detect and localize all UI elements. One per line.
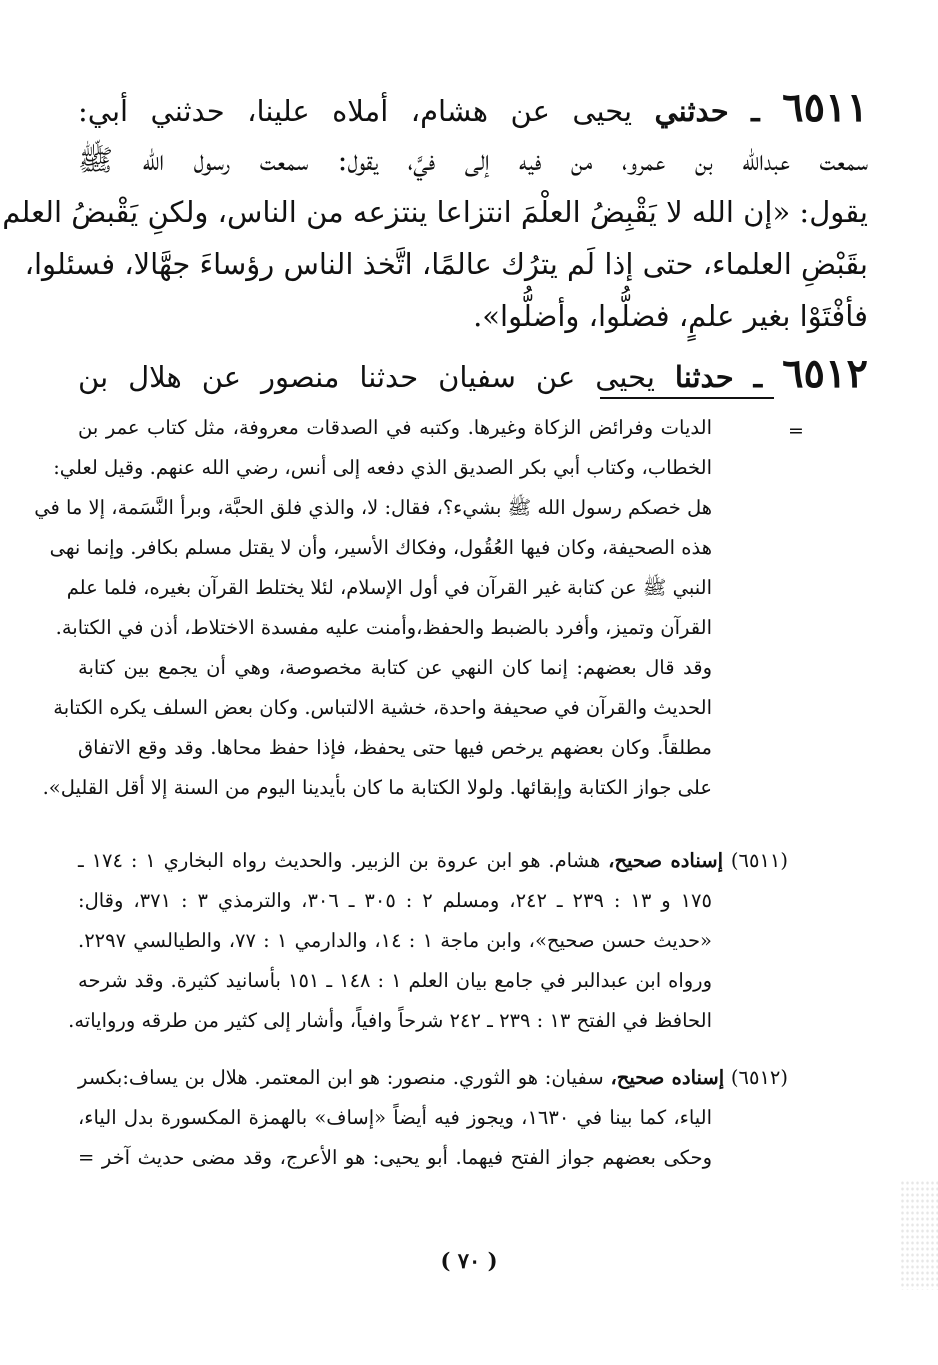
note-line: الديات وفرائض الزكاة وغيرها. وكتبه في الصدقات معروفة، مثل كتاب عمر بن: [78, 416, 712, 439]
continuation-mark: =: [788, 420, 804, 442]
hadith-6512-line-1: [78, 348, 868, 400]
note-line: الحديث والقرآن في صحيفة واحدة، خشية الالتباس. وكان بعض السلف يكره الكتابة: [53, 696, 712, 719]
note-line: القرآن وتميز، وأفرد بالضبط والحفظ،وأمنت عليه مفسدة الاختلاط، أذن في الكتابة.: [55, 616, 712, 639]
footnote-line: ورواه ابن عبدالبر في جامع بيان العلم ١ : ١٤٨ ـ ١٥١ بأسانيد كثيرة. وقد شرحه: [78, 969, 712, 992]
hadith-dash: ـ: [751, 94, 760, 128]
page-number: ( ٧٠ ): [440, 1248, 498, 1273]
footnote-6512: [78, 1058, 788, 1178]
hadith-6511-line-5: فأفْتَوْا بغير علمٍ، فضلُّوا، وأضلُّوا».: [473, 299, 868, 333]
note-line: الخطاب، وكتاب أبي بكر الصديق الذي دفعه إلى أنس، رضي الله عنهم. وقيل لعلي:: [53, 456, 712, 479]
footnote-line: ١٧٥ و ١٣ : ٢٣٩ ـ ٢٤٢، ومسلم ٢ : ٣٠٥ ـ ٣٠٦، والترمذي ٣ : ٣٧١، وقال:: [78, 889, 712, 912]
footnote-6511: [68, 841, 789, 1041]
note-line: مطلقاً. وكان بعضهم يرخص فيها حتى يحفظ، فإذا حفظ محاها. وقد وقع الاتفاق: [78, 736, 712, 759]
hadith-keyword: حدثنا: [674, 360, 734, 394]
footnote-first-line: [78, 841, 788, 881]
hadith-number-6512: ٦٥١٢: [782, 350, 868, 397]
note-line: هل خصكم رسول الله ﷺ بشيء؟، فقال: لا، والذي فلق الحبَّة، وبرأ النَّسَمة، إلا ما في: [34, 496, 712, 519]
hadith-text: يحيى عن هشام، أملاه علينا، حدثني أبي:: [78, 94, 633, 128]
footnote-grade: إسناده صحيح،: [610, 1066, 725, 1089]
footnote-text: هشام. هو ابن عروة بن الزبير. والحديث رواه البخاري ١ : ١٧٤ ـ: [78, 849, 601, 872]
footnote-grade: إسناده صحيح،: [608, 849, 724, 872]
hadith-6511-line-4: بقَبْضِ العلماء، حتى إذا لَم يترُك عالمًا، اتَّخذ الناس رؤساءَ جهَّالا، فسئلوا،: [24, 247, 868, 281]
footnote-line: وحكى بعضهم جواز الفتح فيهما. أبو يحيى: هو الأعرج، وقد مضى حديث آخر =: [78, 1146, 712, 1169]
hadith-text: يحيى عن سفيان حدثنا منصور عن هلال بن: [78, 360, 655, 394]
footnote-label: (٦٥١٢): [730, 1066, 789, 1089]
hadith-keyword: حدثني: [654, 94, 729, 128]
footnote-text: سفيان: هو الثوري. منصور: هو ابن المعتمر. هلال بن يساف:بكسر: [78, 1066, 604, 1089]
note-line: النبي ﷺ عن كتابة غير القرآن في أول الإسلام، لئلا يختلط القرآن بغيره، فلما علم: [66, 576, 712, 599]
hadith-6511-line-2: سمعت عبدالله بن عمرو، من فيه إلى فيَّ، يقول: سمعت رسول الله ﷺ: [78, 143, 868, 177]
scan-noise: [900, 1180, 938, 1290]
note-line: على جواز الكتابة وإبقائها. ولولا الكتابة ما كان بأيدينا اليوم من السنة إلا أقل القليل».: [42, 776, 712, 799]
footnote-label: (٦٥١١): [730, 849, 789, 872]
footnote-line: الحافظ في الفتح ١٣ : ٢٣٩ ـ ٢٤٢ شرحاً وافياً، وأشار إلى كثير من طرقه ورواياته.: [68, 1009, 712, 1032]
footnote-line: «حديث حسن صحيح»، وابن ماجة ١ : ١٤، والدارمي ١ : ٧٧، والطيالسي ٢٢٩٧.: [78, 929, 712, 952]
previous-note-continuation: [34, 408, 712, 808]
note-line: وقد قال بعضهم: إنما كان النهي عن كتابة مخصوصة، وهي أن يجمع بين كتابة: [78, 656, 712, 679]
hadith-6511-line-3: يقول: «إن الله لا يَقْبِضُ العلْمَ انتزاعا ينتزعه من الناس، ولكنِ يَقْبضُ العلم: [2, 195, 868, 229]
main-text: [2, 82, 869, 400]
footnote-separator: [600, 397, 774, 399]
footnote-line: الياء، كما بينا في ١٦٣٠، ويجوز فيه أيضاً «إساف» بالهمزة المكسورة بدل الياء،: [78, 1106, 713, 1129]
hadith-number-6511: ٦٥١١: [782, 84, 869, 131]
footnote-first-line: [78, 1058, 788, 1098]
hadith-dash: ـ: [753, 360, 763, 394]
note-line: هذه الصحيفة، وكان فيها العُقُول، وفكاك الأسير، وأن لا يقتل مسلم بكافر. وإنما نهى: [49, 536, 712, 559]
hadith-6511-line-1: [78, 82, 868, 134]
